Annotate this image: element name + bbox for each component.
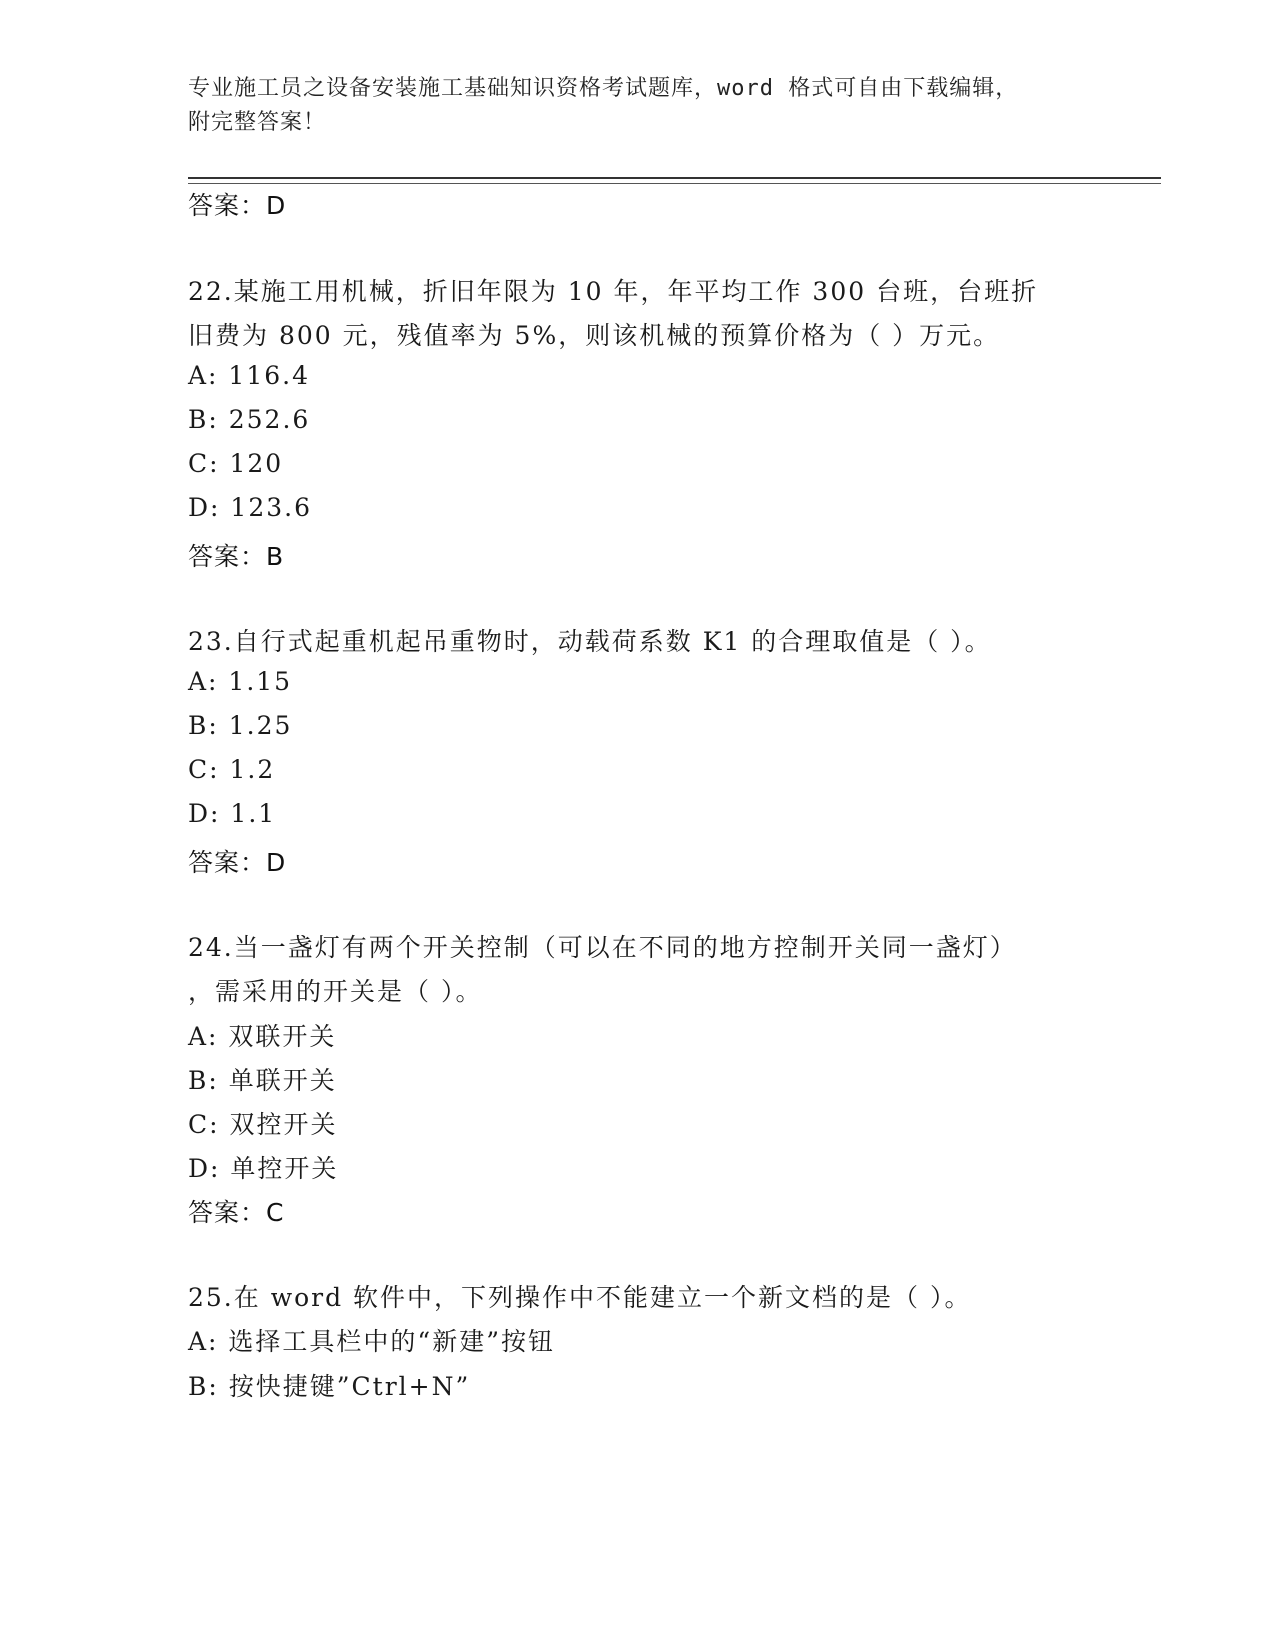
question-24-option-b: B: 单联开关 [188,1066,337,1095]
question-23-option-b: B: 1.25 [188,711,293,740]
header-divider-thin [188,183,1161,184]
question-22-option-c: C: 120 [188,449,284,478]
question-25-option-b: B: 按快捷键”Ctrl+N” [188,1372,471,1401]
answer-24: 答案：C [188,1198,285,1227]
header-line-1: 专业施工员之设备安装施工基础知识资格考试题库，word 格式可自由下载编辑， [188,76,1019,101]
question-23-option-d: D: 1.1 [188,799,277,828]
question-23-option-c: C: 1.2 [188,755,276,784]
answer-22: 答案：B [188,542,285,571]
question-25-stem-line-1: 25.在 word 软件中，下列操作中不能建立一个新文档的是（ ）。 [188,1283,972,1312]
question-24-stem-line-2: ，需采用的开关是（ ）。 [188,977,483,1006]
header-divider-thick [188,177,1161,179]
question-22-option-b: B: 252.6 [188,405,311,434]
question-23-stem-line-1: 23.自行式起重机起吊重物时，动载荷系数 K1 的合理取值是（ ）。 [188,627,992,656]
question-24-stem-line-1: 24.当一盏灯有两个开关控制（可以在不同的地方控制开关同一盏灯） [188,933,1017,962]
header-line-2: 附完整答案！ [188,110,327,135]
question-22-option-a: A: 116.4 [188,361,310,390]
question-23-option-a: A: 1.15 [188,667,293,696]
question-24-option-d: D: 单控开关 [188,1154,339,1183]
question-24-option-a: A: 双联开关 [188,1022,337,1051]
question-22-stem-line-1: 22.某施工用机械，折旧年限为 10 年，年平均工作 300 台班，台班折 [188,277,1039,306]
question-22-stem-line-2: 旧费为 800 元，残值率为 5%，则该机械的预算价格为（ ）万元。 [188,321,1001,350]
question-24-option-c: C: 双控开关 [188,1110,338,1139]
answer-23: 答案：D [188,848,287,877]
answer-21: 答案：D [188,191,287,220]
question-22-option-d: D: 123.6 [188,493,312,522]
question-25-option-a: A: 选择工具栏中的“新建”按钮 [188,1327,555,1356]
document-header [188,72,1088,140]
